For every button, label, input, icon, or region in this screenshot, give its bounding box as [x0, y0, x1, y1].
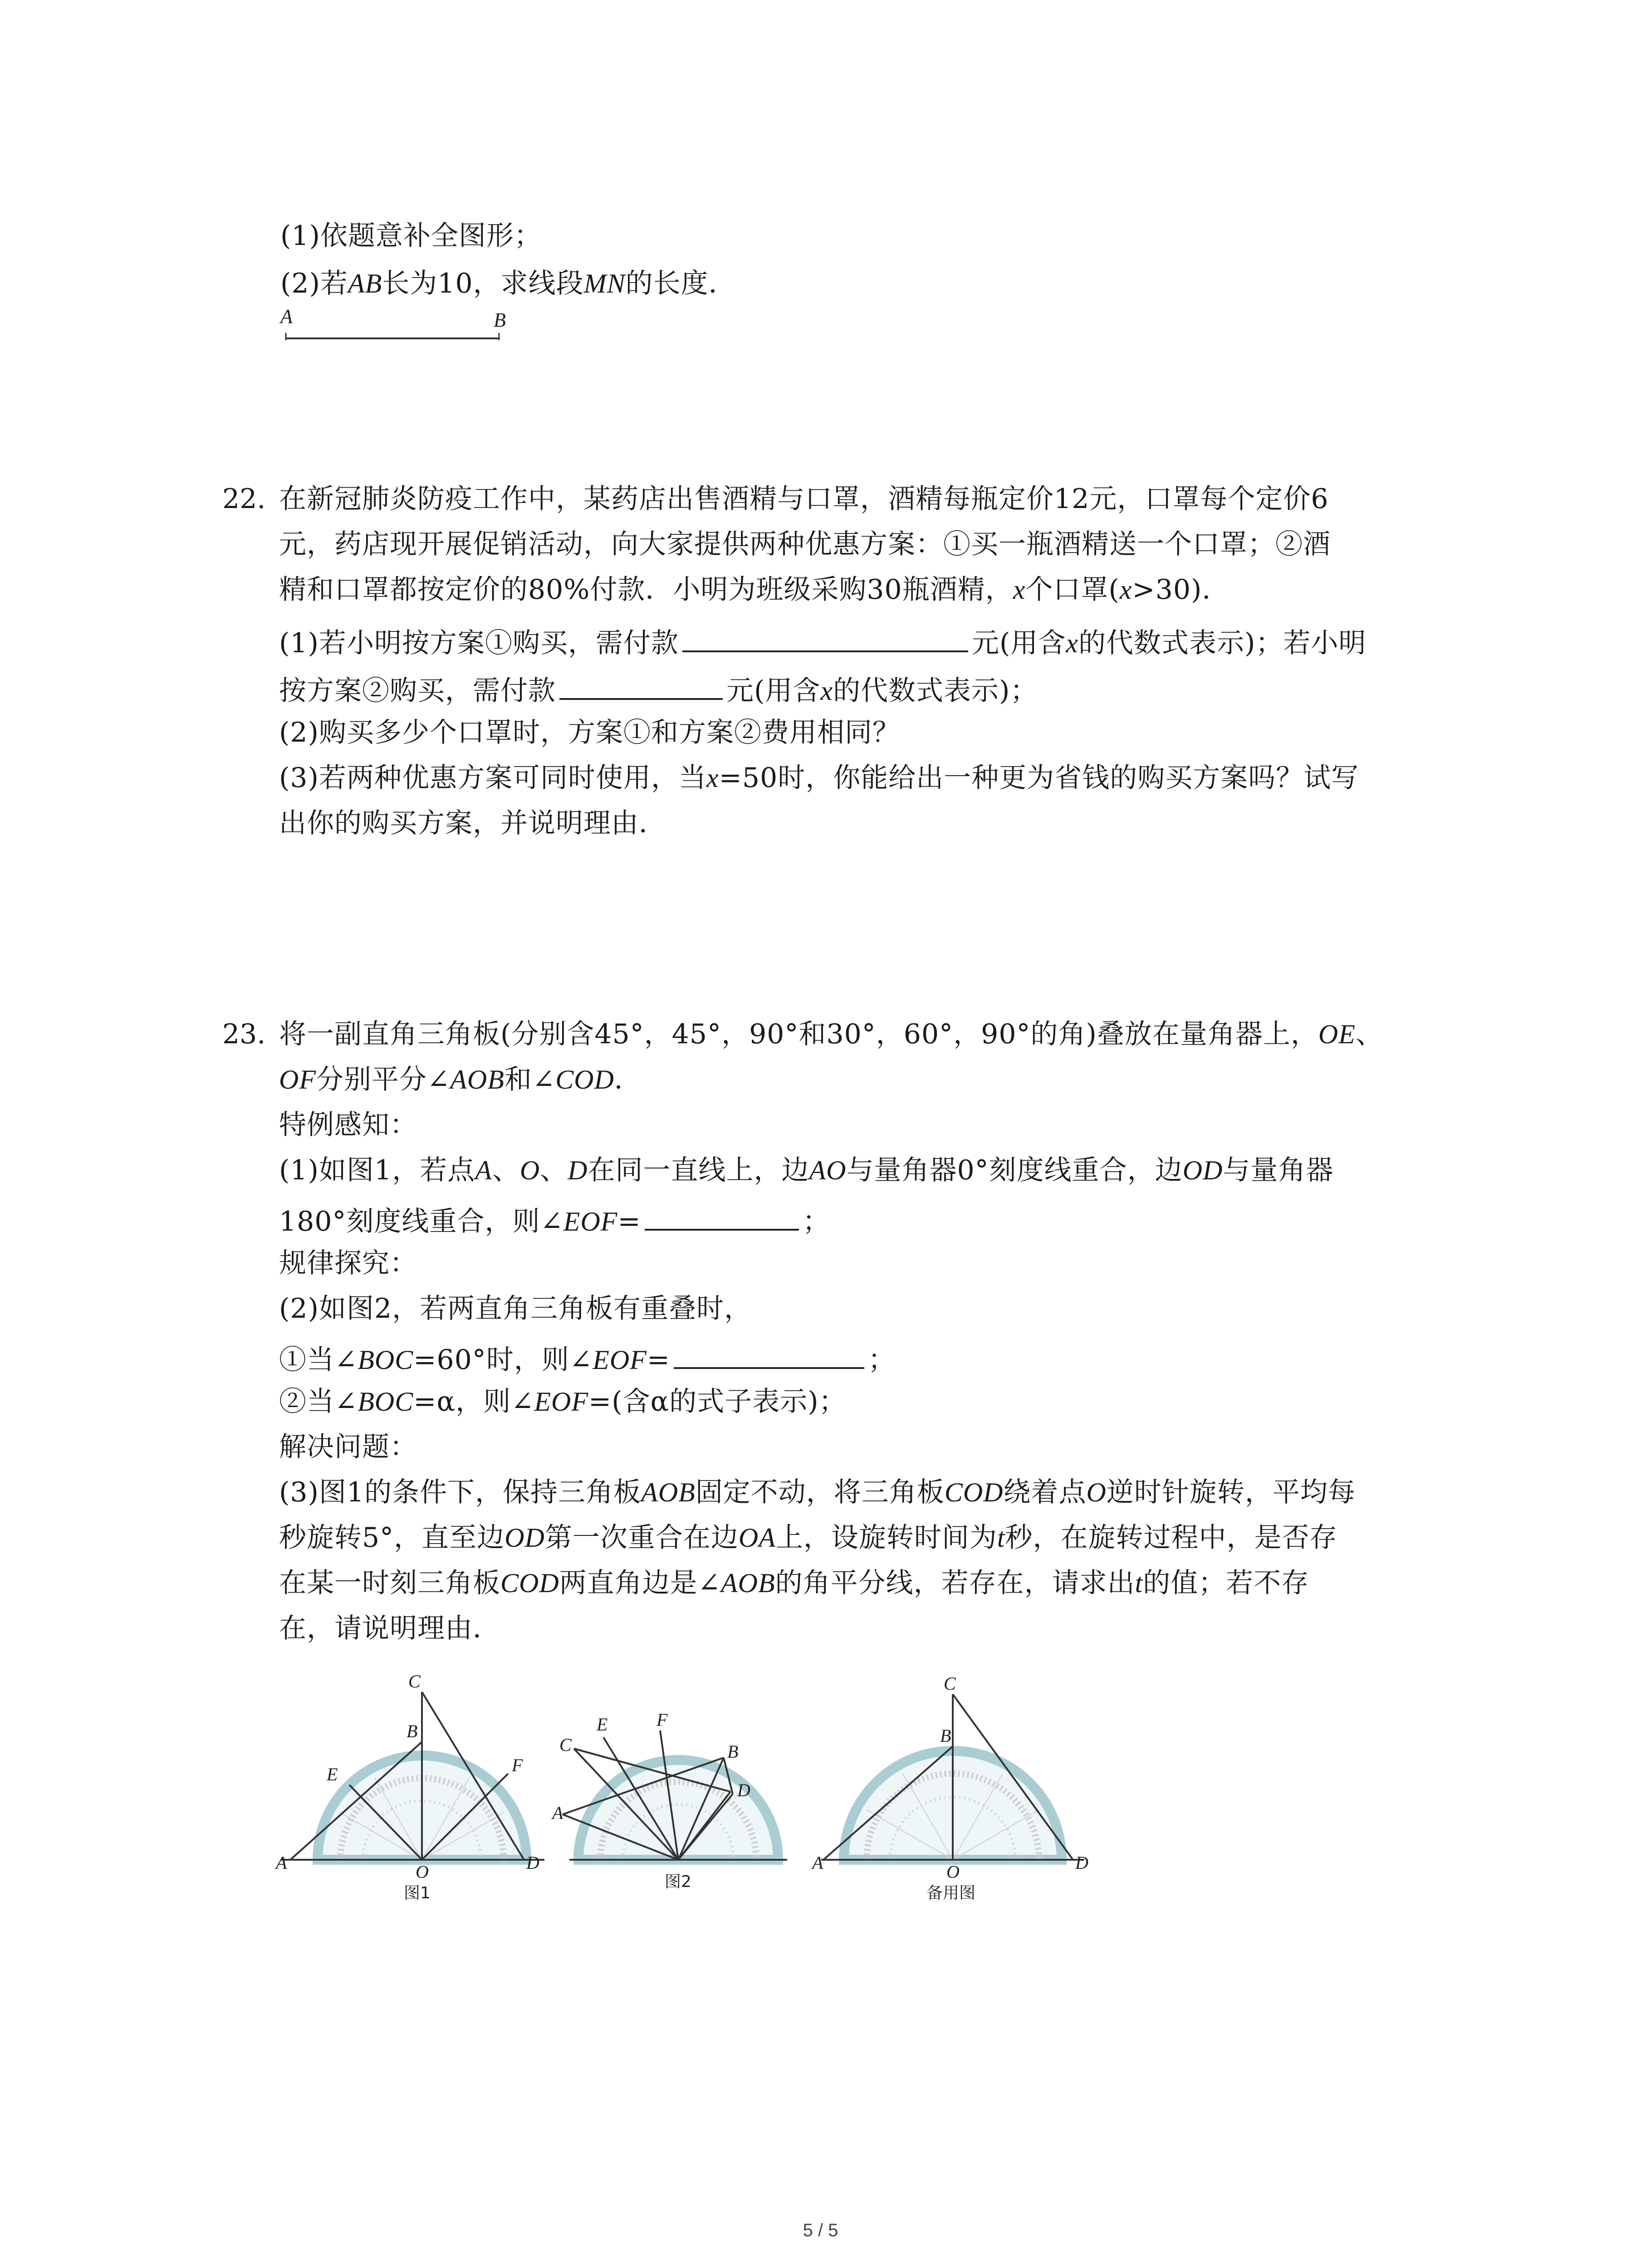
q23-heading-3: 解决问题： [279, 1431, 417, 1463]
q22-part3-line1: (3)若两种优惠方案可同时使用，当x=50时，你能给出一种更为省钱的购买方案吗？试写 [279, 762, 1359, 794]
label-c: C [944, 1673, 956, 1694]
figure-2-caption: 图2 [665, 1872, 691, 1891]
q23-part2: (2)如图2，若两直角三角板有重叠时， [279, 1293, 752, 1325]
label-d: D [1075, 1853, 1088, 1873]
label-c: C [408, 1671, 421, 1691]
q23-part3-line3: 在某一时刻三角板COD两直角边是∠AOB的角平分线，若存在，请求出t的值；若不存 [279, 1567, 1309, 1599]
segment-ab-figure [272, 304, 526, 345]
q23-part1-line1: (1)如图1，若点A、O、D在同一直线上，边AO与量角器0°刻度线重合，边OD与量角器 [279, 1154, 1334, 1186]
figure-2 [551, 1678, 805, 1905]
label-a: A [552, 1803, 563, 1823]
label-a: A [276, 1853, 287, 1873]
label-f: F [512, 1755, 523, 1775]
q23-number: 23. [222, 1018, 266, 1050]
q22-answer-blank-1[interactable] [682, 621, 968, 652]
protractor-2 [569, 1760, 787, 1860]
q23-part2-sub2: ②当∠BOC=α，则∠EOF=(含α的式子表示)； [279, 1386, 847, 1418]
label-b: B [940, 1725, 951, 1746]
label-a: A [812, 1853, 823, 1873]
label-b: B [407, 1721, 418, 1741]
q23-part3-line1: (3)图1的条件下，保持三角板AOB固定不动，将三角板COD绕着点O逆时针旋转，平均每 [279, 1476, 1356, 1508]
q22-number: 22. [222, 483, 266, 515]
label-o: O [416, 1862, 429, 1882]
point-a-label: A [280, 305, 293, 327]
figure-1 [272, 1669, 554, 1905]
label-e: E [597, 1714, 608, 1735]
q22-answer-blank-2[interactable] [559, 669, 723, 700]
q23-heading-2: 规律探究： [279, 1247, 417, 1279]
q23-answer-blank-1[interactable] [645, 1200, 799, 1231]
label-e: E [327, 1764, 338, 1784]
label-c: C [559, 1735, 572, 1755]
q22-part3-line2: 出你的购买方案，并说明理由． [279, 807, 666, 839]
figure-3-caption: 备用图 [926, 1884, 976, 1902]
q22-part1-line1: (1)若小明按方案①购买，需付款 元(用含x的代数式表示)；若小明 [279, 621, 1366, 661]
figure-1-caption: 图1 [404, 1884, 431, 1902]
label-b: B [727, 1741, 739, 1762]
q23-heading-1: 特例感知： [279, 1109, 417, 1141]
q21-part2: (2)若AB长为10，求线段MN的长度． [280, 268, 736, 299]
page-number: 5 / 5 [803, 2220, 838, 2240]
q23-line2: OF分别平分∠AOB和∠COD． [279, 1064, 642, 1095]
q22-line2: 元，药店现开展促销活动，向大家提供两种优惠方案：①买一瓶酒精送一个口罩；②酒 [279, 528, 1331, 560]
q22-line1: 在新冠肺炎防疫工作中，某药店出售酒精与口罩，酒精每瓶定价12元，口罩每个定价6 [279, 483, 1329, 515]
q22-part2: (2)购买多少个口罩时，方案①和方案②费用相同？ [279, 717, 900, 748]
label-d: D [737, 1780, 750, 1800]
label-d: D [526, 1853, 539, 1873]
q21-part1: (1)依题意补全图形； [280, 220, 542, 252]
label-o: O [946, 1862, 960, 1882]
q23-part3-line2: 秒旋转5°，直至边OD第一次重合在边OA上，设旋转时间为t秒，在旋转过程中，是否存 [279, 1522, 1337, 1554]
q23-part1-line2: 180°刻度线重合，则∠EOF= ； [279, 1200, 830, 1240]
q23-line1: 将一副直角三角板(分别含45°，45°，90°和30°，60°，90°的角)叠放在量角器上，OE、 [279, 1018, 1383, 1050]
q23-part2-sub1: ①当∠BOC=60°时，则∠EOF= ； [279, 1338, 896, 1378]
figure-3 [808, 1669, 1093, 1905]
point-b-label: B [494, 309, 506, 331]
label-f: F [656, 1710, 668, 1730]
q23-part3-line4: 在，请说明理由． [279, 1613, 500, 1644]
q22-part1-line2: 按方案②购买，需付款 元(用含x的代数式表示)； [279, 669, 1038, 709]
q22-line3: 精和口罩都按定价的80%付款．小明为班级采购30瓶酒精，x个口罩(x>30)． [279, 574, 1230, 606]
q23-answer-blank-2[interactable] [674, 1338, 864, 1369]
